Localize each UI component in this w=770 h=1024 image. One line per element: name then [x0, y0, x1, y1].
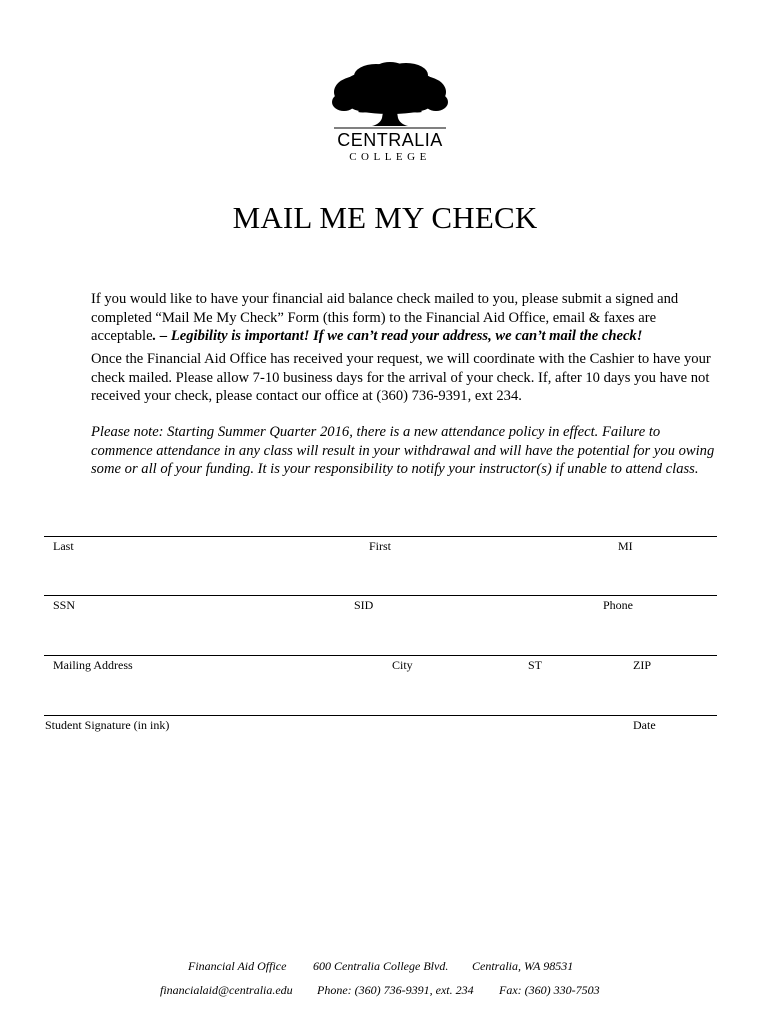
processing-paragraph: Once the Financial Aid Office has received your request, we will coordinate with the Cashier to have your check mailed. Please allow 7-10 business days for the arrival of your check. If, after 10 days you have not received your check, please contact our office at (360) 736-9391, ext 234.: [91, 351, 711, 404]
footer-phone: Phone: (360) 736-9391, ext. 234: [317, 983, 474, 997]
footer-city: Centralia, WA 98531: [472, 959, 574, 973]
zip-label: ZIP: [633, 658, 651, 672]
intro-text: If you would like to have your financial aid balance check mailed to you, please submit a signed and completed “Mail Me My Check” Form (this form) to the Financial Aid Office, email & faxes are acceptable: [91, 291, 679, 344]
state-label: ST: [528, 658, 543, 672]
page-title: MAIL ME MY CHECK: [232, 200, 538, 235]
first-name-label: First: [369, 539, 392, 553]
mailing-address-label: Mailing Address: [53, 658, 133, 672]
form-rule-address: [44, 655, 717, 656]
oak-tree-icon: [328, 62, 452, 166]
city-label: City: [392, 658, 413, 672]
last-name-label: Last: [53, 539, 74, 553]
student-signature-label: Student Signature (in ink): [45, 718, 170, 732]
middle-initial-label: MI: [618, 539, 633, 553]
college-logo: [328, 62, 452, 166]
form-rule-ids: [44, 595, 717, 596]
form-rule-name: [44, 536, 717, 537]
logo-subtitle: COLLEGE: [349, 151, 431, 163]
attendance-policy-note: Please note: Starting Summer Quarter 2016, there is a new attendance policy in effect. Failure to commence attendance in any class will result in your withdrawal and will have the potential for you owing some or all of your funding. It is your responsibility to notify your instructor(s) if unable to attend class.: [91, 424, 715, 477]
date-label: Date: [633, 718, 656, 732]
footer-fax: Fax: (360) 330-7503: [499, 983, 600, 997]
legibility-warning: . – Legibility is important! If we can’t read your address, we can’t mail the check!: [152, 328, 643, 344]
footer-street: 600 Centralia College Blvd.: [313, 959, 449, 973]
phone-label: Phone: [603, 598, 633, 612]
sid-label: SID: [354, 598, 374, 612]
ssn-label: SSN: [53, 598, 76, 612]
footer-office: Financial Aid Office: [188, 959, 287, 973]
intro-paragraph: [91, 290, 721, 346]
form-rule-signature: [44, 715, 717, 716]
logo-wordmark: CENTRALIA: [337, 130, 443, 150]
footer-email: financialaid@centralia.edu: [160, 983, 293, 997]
